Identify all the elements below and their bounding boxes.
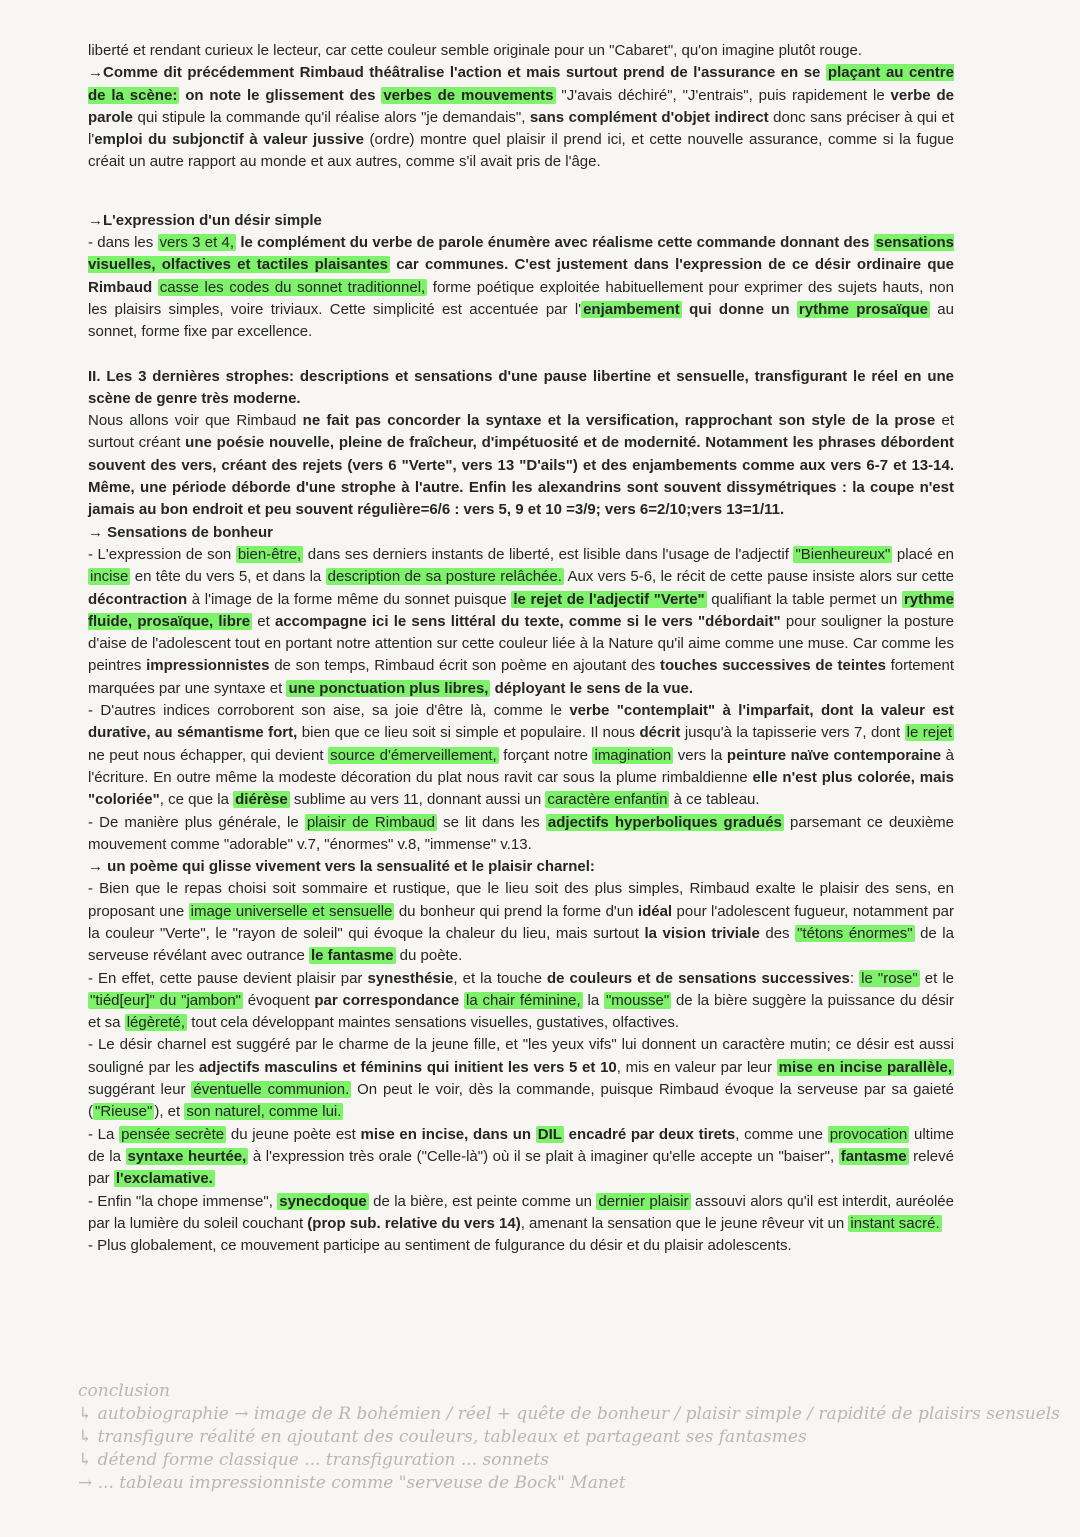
bold-text: accompagne ici le sens littéral du texte, comme si le vers "débordait" bbox=[274, 612, 781, 630]
text-run: (ordre) montre quel plaisir il prend ici, et cette nouvelle assurance, comme si la fugue créait un autre rapport au monde et aux autres, comme s'il avait pris de l'âge. bbox=[88, 131, 954, 171]
text-run: et le bbox=[919, 969, 954, 987]
text-run: qui stipule la commande qu'il réalise alors "je demandais", bbox=[133, 108, 530, 126]
highlight: enjambement bbox=[583, 300, 680, 318]
text-run: parsemant ce deuxième mouvement comme "adorable" v.7, "énormes" v.8, "immense" v.13. bbox=[88, 813, 954, 853]
handwritten-line: ↳ transfigure réalité en ajoutant des couleurs, tableaux et partageant ses fantasmes bbox=[78, 1427, 807, 1447]
highlight: "tiéd[eur]" du "jambon" bbox=[90, 991, 241, 1009]
text-run: bien que ce lieu soit si simple et populaire. Il nous bbox=[297, 724, 640, 742]
text-run: , amenant la sensation que le jeune rêveur vit un bbox=[520, 1214, 849, 1232]
text-run: "J'avais déchiré", "J'entrais", puis rapidement le bbox=[555, 86, 891, 104]
text-run: , ce que la bbox=[159, 791, 234, 809]
highlight: légèreté, bbox=[126, 1014, 186, 1032]
text-run: - Bien que le repas choisi soit sommaire et rustique, que le lieu soit des plus simples, Rimbaud exalte le plaisir des sens, en proposant une bbox=[88, 880, 954, 920]
text-run: de son temps, Rimbaud écrit son poème en ajoutant des bbox=[269, 657, 660, 675]
text-run: liberté et rendant curieux le lecteur, car cette couleur semble originale pour un "Cabaret", qu'on imagine plutôt rouge. bbox=[88, 42, 862, 59]
highlight: diérèse bbox=[235, 791, 288, 809]
text-run: en tête du vers 5, et dans la bbox=[130, 568, 326, 586]
bold-text: (prop sub. relative du vers 14) bbox=[307, 1214, 521, 1232]
highlight: imagination bbox=[594, 746, 672, 764]
text-run: , mis en valeur par leur bbox=[616, 1058, 777, 1076]
text-run: →Comme dit précédemment Rimbaud théâtralise l'action et mais surtout prend de l'assurance en se bbox=[88, 64, 826, 82]
text-run: - dans les bbox=[88, 234, 158, 252]
highlight: rythme prosaïque bbox=[798, 300, 928, 318]
text-run: pour l'adolescent fugueur, notamment par la couleur "Verte", le "rayon de soleil" qui évoque la chaleur du lieu, mais surtout bbox=[88, 902, 954, 942]
text-run: - La bbox=[88, 1125, 120, 1143]
bold-text: impressionnistes bbox=[146, 657, 270, 675]
text-run: sublime au vers 11, donnant aussi un bbox=[289, 791, 546, 809]
bold-text: peinture naïve contemporaine bbox=[726, 746, 942, 764]
text-run: Aux vers 5-6, le récit de cette pause insiste alors sur cette bbox=[563, 568, 954, 586]
text-run: ne peut nous échapper, qui devient bbox=[88, 746, 329, 764]
text-run: de la bière suggère la puissance du désir et sa bbox=[88, 991, 954, 1032]
text-run: donc sans préciser à qui et l' bbox=[88, 108, 955, 149]
highlight: synecdoque bbox=[279, 1192, 367, 1210]
highlight: DIL bbox=[537, 1125, 562, 1143]
bold-text: par correspondance bbox=[314, 991, 460, 1009]
highlight: dernier plaisir bbox=[598, 1192, 689, 1210]
section-heading: → un poème qui glisse vivement vers la sensualité et le plaisir charnel: bbox=[88, 858, 595, 876]
highlight: verbes de mouvements bbox=[383, 86, 554, 104]
text-run: - De manière plus générale, le bbox=[88, 813, 305, 831]
handwritten-line: ↳ autobiographie → image de R bohémien / réel + quête de bonheur / plaisir simple / rapidité de plaisirs sensuels bbox=[78, 1404, 1060, 1424]
text-run: : bbox=[849, 969, 860, 987]
handwritten-line: → ... tableau impressionniste comme "serveuse de Bock" Manet bbox=[78, 1473, 626, 1493]
text-run: relevé par bbox=[88, 1147, 954, 1188]
part2-paragraph bbox=[88, 366, 954, 1258]
desir-paragraph bbox=[88, 210, 954, 344]
bold-text: la vision triviale bbox=[644, 924, 760, 942]
highlight: vers 3 et 4, bbox=[159, 234, 235, 252]
text-run: car communes. C'est justement dans l'expression de ce désir ordinaire que Rimbaud bbox=[88, 256, 954, 296]
text-run: pour souligner la posture d'aise de l'adolescent tout en portant notre attention sur cette couleur liée à la Nature qu'il aime comme une muse. Car comme les peintres bbox=[88, 612, 954, 675]
highlight: le rejet de l'adjectif "Verte" bbox=[513, 590, 705, 608]
highlight: "mousse" bbox=[605, 991, 670, 1009]
text-run: , comme une bbox=[735, 1125, 828, 1143]
section-heading: → Sensations de bonheur bbox=[88, 523, 274, 541]
bold-text: verbe de parole bbox=[88, 86, 954, 126]
highlight: "tétons énormes" bbox=[797, 924, 913, 942]
highlight: fantasme bbox=[840, 1147, 907, 1165]
text-run: fortement marquées par une syntaxe et bbox=[88, 657, 954, 697]
highlight: sensations visuelles, olfactives et tactiles plaisantes bbox=[88, 234, 955, 274]
text-run: , et la touche bbox=[453, 969, 547, 987]
highlight: le rejet bbox=[906, 724, 952, 742]
bold-text: de couleurs et de sensations successives bbox=[546, 969, 850, 987]
text-run: vers la bbox=[673, 746, 727, 764]
bold-text: décrit bbox=[639, 724, 681, 742]
section-heading: →L'expression d'un désir simple bbox=[88, 211, 322, 229]
highlight: plaisir de Rimbaud bbox=[306, 813, 435, 831]
text-run: assouvi alors qu'il est interdit, auréolée par la lumière du soleil couchant bbox=[88, 1192, 954, 1232]
text-run: suggérant leur bbox=[88, 1081, 192, 1099]
part-title: II. Les 3 dernières strophes: descriptions et sensations d'une pause libertine et sensuelle, transfigurant le réel en une scène de genre très moderne. bbox=[88, 367, 954, 407]
highlight: son naturel, comme lui. bbox=[186, 1103, 342, 1121]
bold-text: mise en incise, dans un bbox=[360, 1125, 532, 1143]
text-run: on note le glissement des bbox=[179, 86, 382, 104]
bold-text: encadré par deux tirets bbox=[568, 1125, 736, 1143]
text-run: évoquent bbox=[243, 991, 315, 1009]
highlight: incise bbox=[90, 568, 129, 586]
text-run: - D'autres indices corroborent son aise, sa joie d'être là, comme le bbox=[88, 702, 570, 720]
bold-text: idéal bbox=[637, 902, 673, 920]
bold-text: verbe "contemplait" à l'imparfait, dont la valeur est durative, au sémantisme fort, bbox=[88, 702, 954, 742]
highlight: source d'émerveillement, bbox=[330, 746, 497, 764]
text-run: forçant notre bbox=[498, 746, 593, 764]
highlight: syntaxe heurtée, bbox=[127, 1147, 247, 1165]
bold-text: une poésie nouvelle, pleine de fraîcheur, d'impétuosité et de modernité. bbox=[185, 434, 701, 452]
handwritten-conclusion-notes bbox=[78, 1380, 1068, 1495]
text-run: placé en bbox=[892, 545, 955, 563]
spacer bbox=[88, 174, 954, 210]
highlight: description de sa posture relâchée. bbox=[327, 568, 562, 586]
highlight: caractère enfantin bbox=[547, 791, 668, 809]
highlight: le "rose" bbox=[861, 969, 918, 987]
text-run: se lit dans les bbox=[436, 813, 546, 831]
bold-text: décontraction bbox=[88, 590, 188, 608]
highlight: l'exclamative. bbox=[115, 1170, 213, 1188]
text-run: à l'expression très orale ("Celle-là") où il se plait à imaginer qu'elle accepte un "baiser", bbox=[248, 1147, 839, 1165]
highlight: "Bienheureux" bbox=[795, 545, 891, 563]
text-run: à ce tableau. bbox=[669, 791, 760, 809]
bold-text: elle n'est plus colorée, mais "coloriée" bbox=[88, 768, 954, 809]
bold-text: Notamment les phrases débordent souvent des vers, créant des rejets (vers 6 "Verte", vers 13 "D'ails") et des enjambements comme aux vers 6-7 et 13-14. Même, une période déborde d'une strophe à l'autre. Enfin les alexandrins sont souvent dissymétriques : la coupe n'est jamais au bon endroit et peu souvent régulière=6/6 : vers 5, 9 et 10 =3/9; vers 6=2/10;vers 13=1/11. bbox=[88, 434, 954, 519]
handwritten-line: ↳ détend forme classique ... transfiguration ... sonnets bbox=[78, 1450, 549, 1470]
text-run: au sonnet, forme fixe par excellence. bbox=[88, 300, 954, 341]
text-run: à l'image de la forme même du sonnet puisque bbox=[187, 590, 512, 608]
text-run: qualifiant la table permet un bbox=[706, 590, 902, 608]
text-run: et bbox=[252, 612, 275, 630]
highlight: instant sacré. bbox=[850, 1214, 940, 1232]
highlight: rythme fluide, prosaïque, libre bbox=[88, 590, 954, 630]
text-run: Nous allons voir que Rimbaud bbox=[88, 412, 303, 430]
text-run: - L'expression de son bbox=[88, 545, 236, 563]
text-run: - Plus globalement, ce mouvement participe au sentiment de fulgurance du désir et du plaisir adolescents. bbox=[88, 1237, 792, 1255]
text-run: à l'écriture. En outre même la modeste décoration du plat nous ravit car sous la plume rimbaldienne bbox=[88, 746, 954, 786]
text-run: On peut le voir, dès la commande, puisque Rimbaud évoque la serveuse par sa gaieté ( bbox=[88, 1081, 954, 1121]
text-run: déployant le sens de la vue. bbox=[490, 679, 694, 697]
highlight: le fantasme bbox=[310, 947, 394, 965]
bold-text: ne fait pas concorder la syntaxe et la versification, rapprochant son style de la prose bbox=[302, 412, 936, 430]
handwritten-line: conclusion bbox=[78, 1381, 170, 1401]
bold-text: emploi du subjonctif à valeur jussive bbox=[94, 131, 364, 149]
highlight: casse les codes du sonnet traditionnel, bbox=[159, 278, 426, 296]
bold-text: sans complément d'objet indirect bbox=[529, 108, 769, 126]
text-run: de la bière, est peinte comme un bbox=[368, 1192, 597, 1210]
highlight: provocation bbox=[829, 1125, 908, 1143]
text-run: la bbox=[582, 991, 604, 1009]
highlight: adjectifs hyperboliques gradués bbox=[547, 813, 782, 831]
text-run: forme poétique exploitée habituellement pour exprimer des sujets hauts, non les plaisirs simples, voire triviaux. Cette simplicité est accentuée par l' bbox=[88, 278, 954, 318]
spacer bbox=[88, 344, 954, 366]
text-run: tout cela développant maintes sensations visuelles, gustatives, olfactives. bbox=[187, 1014, 680, 1032]
bold-text: synesthésie bbox=[367, 969, 454, 987]
highlight: bien-être, bbox=[237, 545, 302, 563]
text-run: des bbox=[759, 924, 796, 942]
text-run: et surtout créant bbox=[88, 412, 954, 452]
text-run: - En effet, cette pause devient plaisir par bbox=[88, 969, 368, 987]
text-run: du jeune poète est bbox=[226, 1125, 361, 1143]
text-run: jusqu'à la tapisserie vers 7, dont bbox=[680, 724, 905, 742]
highlight: la chair féminine, bbox=[466, 991, 581, 1009]
intro-paragraph bbox=[88, 40, 954, 174]
text-run: le complément du verbe de parole énumère avec réalisme cette commande donnant des bbox=[236, 234, 874, 252]
highlight: une ponctuation plus libres, bbox=[288, 679, 489, 697]
text-run: qui donne un bbox=[681, 300, 797, 318]
text-run: - Enfin "la chope immense", bbox=[88, 1192, 278, 1210]
text-run: dans ses derniers instants de liberté, est lisible dans l'usage de l'adjectif bbox=[303, 545, 794, 563]
highlight: plaçant au centre de la scène: bbox=[88, 64, 954, 104]
highlight: "Rieuse" bbox=[95, 1103, 153, 1121]
highlight: image universelle et sensuelle bbox=[190, 902, 393, 920]
text-run: du poète. bbox=[395, 947, 463, 965]
highlight: pensée secrète bbox=[121, 1125, 225, 1143]
text-run: ), et bbox=[154, 1103, 185, 1121]
text-run: ultime de la bbox=[88, 1125, 954, 1165]
highlight: mise en incise parallèle, bbox=[778, 1058, 953, 1076]
text-run: du bonheur qui prend la forme d'un bbox=[394, 902, 638, 920]
highlight: éventuelle communion. bbox=[193, 1081, 350, 1099]
bold-text: touches successives de teintes bbox=[659, 657, 886, 675]
text-run: de la serveuse révélant avec outrance bbox=[88, 924, 954, 965]
text-run: - Le désir charnel est suggéré par le charme de la jeune fille, et "les yeux vifs" lui donnent un caractère mutin; ce désir est aussi souligné par les bbox=[88, 1036, 954, 1076]
bold-text: adjectifs masculins et féminins qui initient les vers 5 et 10 bbox=[198, 1058, 617, 1076]
